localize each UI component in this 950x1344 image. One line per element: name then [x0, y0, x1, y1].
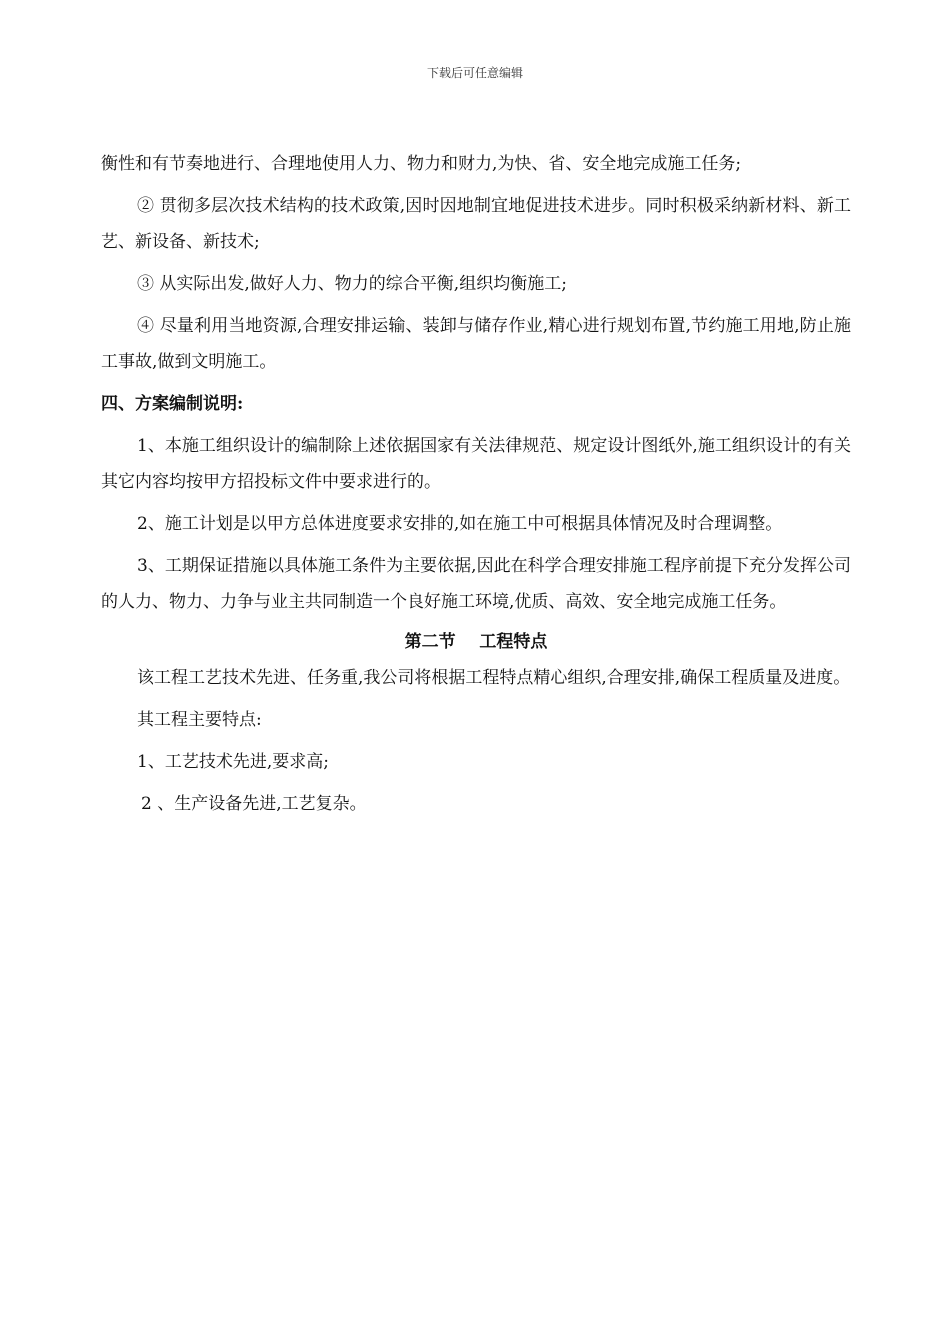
- section-2-name: 工程特点: [479, 632, 548, 652]
- section-2-number: 第二节: [404, 632, 456, 652]
- section-2-paragraph-1: 该工程工艺技术先进、任务重,我公司将根据工程特点精心组织,合理安排,确保工程质量及进度。: [137, 668, 851, 688]
- page-header-note: 下载后可任意编辑: [426, 66, 523, 80]
- explanation-item-1: 1、本施工组织设计的编制除上述依据国家有关法律规范、规定设计图纸外,施工组织设计的有关其它内容均按甲方招投标文件中要求进行的。: [101, 436, 851, 492]
- feature-item-2: 2 、生产设备先进,工艺复杂。: [141, 794, 367, 814]
- paragraph-item-4: ④ 尽量利用当地资源,合理安排运输、装卸与储存作业,精心进行规划布置,节约施工用地,防止施工事故,做到文明施工。: [101, 316, 851, 372]
- paragraph-item-2: ② 贯彻多层次技术结构的技术政策,因时因地制宜地促进技术进步。同时积极采纳新材料、新工艺、新设备、新技术;: [101, 196, 851, 252]
- document-body: [101, 146, 851, 828]
- section-2-paragraph-2: 其工程主要特点:: [137, 710, 262, 730]
- section-2-title: [101, 626, 851, 658]
- explanation-item-3: 3、工期保证措施以具体施工条件为主要依据,因此在科学合理安排施工程序前提下充分发挥公司的人力、物力、力争与业主共同制造一个良好施工环境,优质、高效、安全地完成施工任务。: [101, 556, 851, 612]
- section-heading-4: 四、方案编制说明:: [101, 394, 244, 414]
- paragraph-continuation: 衡性和有节奏地进行、合理地使用人力、物力和财力,为快、省、安全地完成施工任务;: [101, 154, 742, 174]
- feature-item-1: 1、工艺技术先进,要求高;: [137, 752, 329, 772]
- explanation-item-2: 2、施工计划是以甲方总体进度要求安排的,如在施工中可根据具体情况及时合理调整。: [137, 514, 783, 534]
- paragraph-item-3: ③ 从实际出发,做好人力、物力的综合平衡,组织均衡施工;: [137, 274, 567, 294]
